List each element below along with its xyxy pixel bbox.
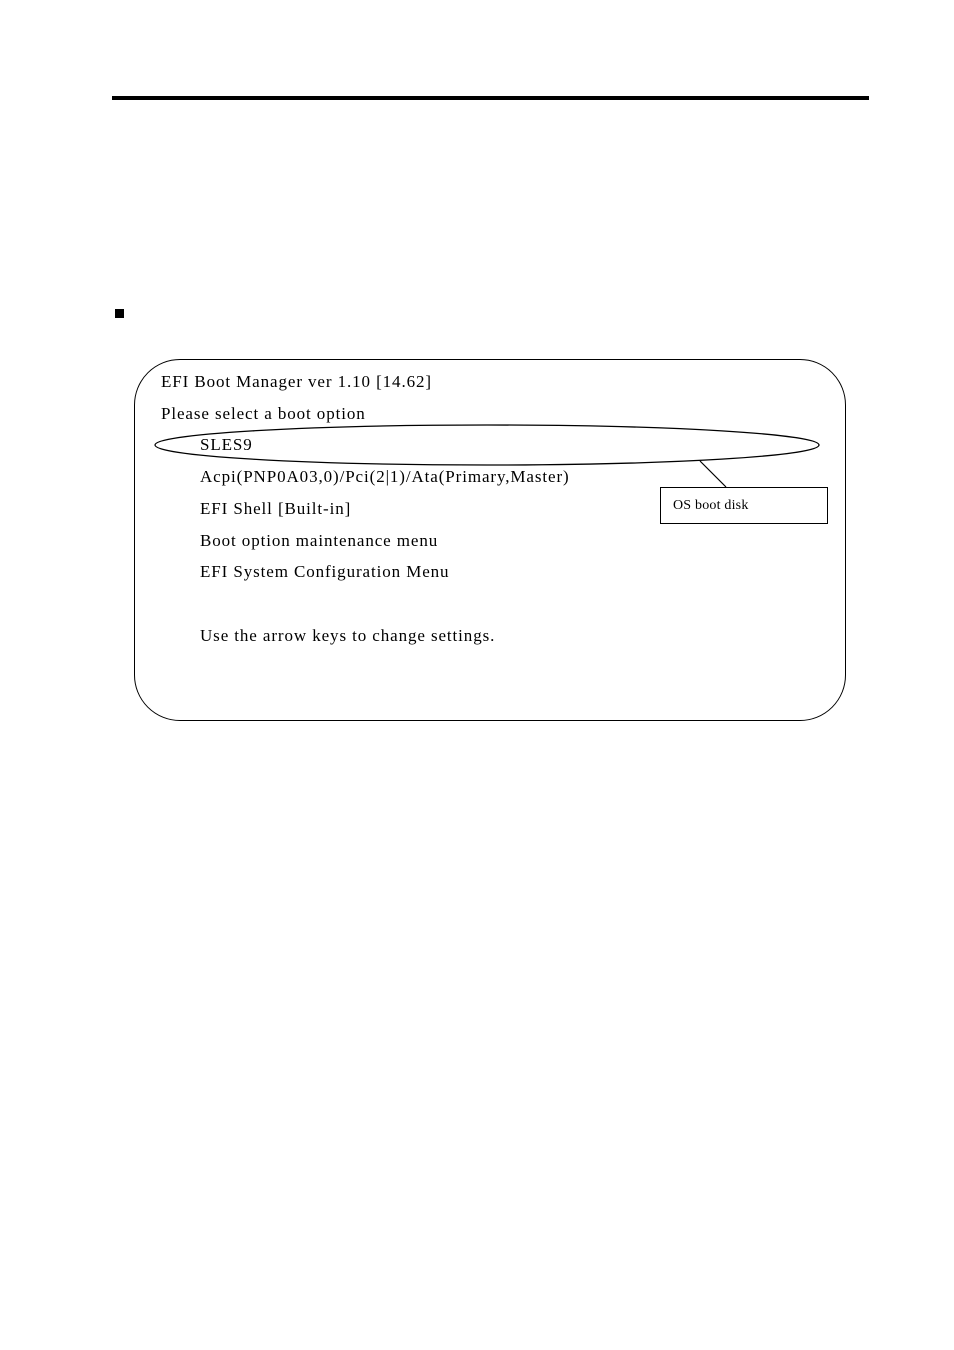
header-rule [112, 96, 869, 100]
callout-label: OS boot disk [673, 497, 749, 513]
boot-prompt: Please select a boot option [161, 404, 366, 423]
boot-option-efi-shell[interactable]: EFI Shell [Built-in] [200, 499, 352, 518]
section-bullet [115, 309, 124, 318]
boot-option-sles9[interactable]: SLES9 [200, 435, 253, 454]
boot-manager-title: EFI Boot Manager ver 1.10 [14.62] [161, 372, 432, 391]
os-boot-disk-callout [660, 487, 828, 524]
boot-option-maintenance-menu[interactable]: Boot option maintenance menu [200, 531, 439, 550]
arrow-keys-hint: Use the arrow keys to change settings. [200, 626, 496, 645]
boot-option-system-configuration[interactable]: EFI System Configuration Menu [200, 562, 450, 581]
boot-option-device-path[interactable]: Acpi(PNP0A03,0)/Pci(2|1)/Ata(Primary,Master) [200, 467, 570, 486]
